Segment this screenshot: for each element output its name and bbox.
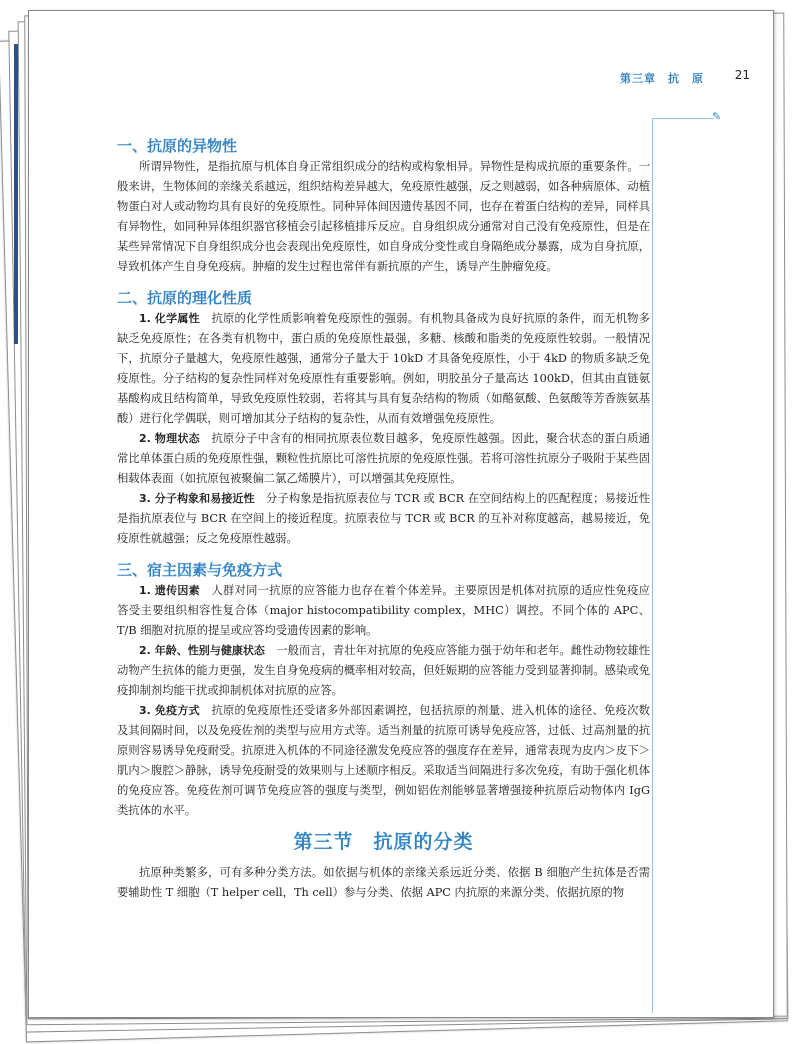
section-heading: 二、抗原的理化性质 xyxy=(117,289,253,307)
paragraph-lead: 3. 分子构象和易接近性 xyxy=(139,492,255,505)
paragraph: 3. 分子构象和易接近性 分子构象是指抗原表位与 TCR 或 BCR 在空间结构上的匹配程度；易接近性是指抗原表位与 BCR 在空间上的接近程度。抗原表位与 TCR 或 BCR 的互补对称度越高，越易接近，免疫原性就越强；反之免疫原性越弱。 xyxy=(117,492,650,545)
section-heading: 三、宿主因素与免疫方式 xyxy=(117,561,283,579)
paragraph: 3. 免疫方式 抗原的免疫原性还受诸多外部因素调控，包括抗原的剂量、进入机体的途径、免疫次数及其间隔时间，以及免疫佐剂的类型与应用方式等。适当剂量的抗原可诱导免疫应答，过低、过高剂量的抗原则容易诱导免疫耐受。抗原进入机体的不同途径激发免疫应答的强度存在差异，通常表现为皮内＞皮下＞肌内＞腹腔＞静脉，诱导免疫耐受的效果则与上述顺序相反。采取适当间隔进行多次免疫，有助于强化机体的免疫应答。免疫佐剂可调节免疫应答的强度与类型，例如铝佐剂能够显著增强接种抗原后动物体内 IgG 类抗体的水平。 xyxy=(117,704,650,817)
chapter-title: 第三章 抗 原 xyxy=(620,72,704,85)
paragraph-lead: 1. 遗传因素 xyxy=(139,584,200,597)
paragraph-lead: 2. 年龄、性别与健康状态 xyxy=(139,644,265,657)
paragraph: 1. 遗传因素 人群对同一抗原的应答能力也存在着个体差异。主要原因是机体对抗原的适应性免疫应答受主要组织相容性复合体（major histocompatibility complex，MHC）调控。不同个体的 APC、T/B 细胞对抗原的提呈或应答均受遗传因素的影响。 xyxy=(117,584,650,637)
pen-icon: ✎ xyxy=(712,110,722,123)
running-header xyxy=(450,66,750,86)
paragraph: 抗原种类繁多，可有多种分类方法。如依据与机体的亲缘关系远近分类、依据 B 细胞产生抗体是否需要辅助性 T 细胞（T helper cell，Th cell）参与分类、依据 APC 内抗原的来源分类、依据抗原的物 xyxy=(117,866,650,899)
page-number: 21 xyxy=(734,68,750,82)
chapter-section-title: 第三节 抗原的分类 xyxy=(293,831,474,853)
book-cover-edge xyxy=(14,44,18,344)
paragraph: 所谓异物性，是指抗原与机体自身正常组织成分的结构或构象相异。异物性是构成抗原的重要条件。一般来讲，生物体间的亲缘关系越远，组织结构差异越大，免疫原性越强，反之则越弱，如各种病原体、动植物蛋白对人或动物均具有良好的免疫原性。同种异体间因遗传基因不同，也存在着蛋白结构的差异，同样具有异物性，如同种异体组织器官移植会引起移植排斥反应。自身组织成分通常对自己没有免疫原性，但是在某些异常情况下自身组织成分也会表现出免疫原性，如自身成分变性或自身隔绝成分暴露，成为自身抗原，导致机体产生自身免疫病。肿瘤的发生过程也常伴有新抗原的产生，诱导产生肿瘤免疫。 xyxy=(117,160,650,273)
paragraph: 1. 化学属性 抗原的化学性质影响着免疫原性的强弱。有机物具备成为良好抗原的条件，而无机物多缺乏免疫原性；在各类有机物中，蛋白质的免疫原性最强，多糖、核酸和脂类的免疫原性较弱。一般情况下，抗原分子量越大，免疫原性越强，通常分子量大于 10kD 才具备免疫原性，小于 4kD 的物质多缺乏免疫原性。分子结构的复杂性同样对免疫原性有重要影响。例如，明胶虽分子量高达 100kD，但其由直链氨基酸构成且结构简单，导致免疫原性较弱，若将其与具有复杂结构的物质（如酪氨酸、色氨酸等芳香族氨基酸）进行化学偶联，则可增加其分子结构的复杂性，从而有效增强免疫原性。 xyxy=(117,312,650,425)
paragraph-lead: 1. 化学属性 xyxy=(139,312,200,325)
paragraph: 2. 年龄、性别与健康状态 一般而言，青壮年对抗原的免疫应答能力强于幼年和老年。雌性动物较雄性动物产生抗体的能力更强，发生自身免疫病的概率相对较高，但妊娠期的应答能力受到显著抑制。感染或免疫抑制剂均能干扰或抑制机体对抗原的应答。 xyxy=(117,644,650,697)
page-content xyxy=(117,135,650,903)
paragraph-lead: 3. 免疫方式 xyxy=(139,704,200,717)
margin-rule-top xyxy=(652,118,714,119)
paragraph: 2. 物理状态 抗原分子中含有的相同抗原表位数目越多，免疫原性越强。因此，聚合状态的蛋白质通常比单体蛋白质的免疫原性强，颗粒性抗原比可溶性抗原的免疫原性强。若将可溶性抗原分子吸附于某些固相载体表面（如抗原包被聚偏二氯乙烯膜片），可以增强其免疫原性。 xyxy=(117,432,650,485)
margin-rule xyxy=(652,118,653,1013)
section-heading: 一、抗原的异物性 xyxy=(117,137,238,155)
paragraph-lead: 2. 物理状态 xyxy=(139,432,200,445)
